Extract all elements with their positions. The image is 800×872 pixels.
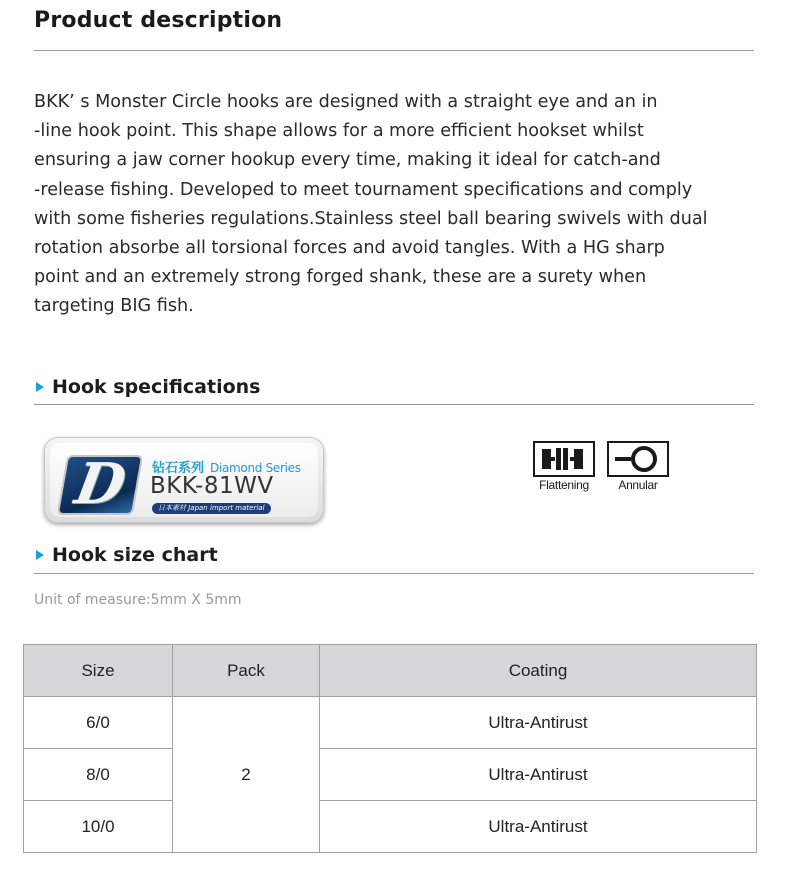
logo-letter: D	[70, 451, 131, 517]
description-line: with some fisheries regulations.Stainless steel ball bearing swivels with dual	[34, 208, 708, 229]
feature-label: Flattening	[539, 478, 589, 492]
page-title: Product description	[34, 8, 283, 33]
cell-size: 10/0	[24, 801, 173, 853]
product-description	[34, 88, 754, 322]
description-line: targeting BIG fish.	[34, 296, 194, 317]
description-line: point and an extremely strong forged shank, these are a surety when	[34, 267, 647, 288]
triangle-bullet-icon	[36, 382, 44, 392]
triangle-bullet-icon	[36, 550, 44, 560]
section-title: Hook specifications	[52, 376, 261, 398]
series-name-cn: 钻石系列	[152, 461, 205, 476]
table-row	[24, 749, 757, 801]
origin-tag: 日本素材 Japan import material	[152, 503, 271, 514]
cell-pack: 2	[173, 697, 320, 853]
cell-coating: Ultra-Antirust	[320, 697, 757, 749]
description-line: -release fishing. Developed to meet tournament specifications and comply	[34, 179, 693, 200]
annular-eye-icon	[607, 441, 669, 477]
feature-flattening	[533, 441, 595, 492]
title-divider	[34, 50, 754, 51]
cell-size: 6/0	[24, 697, 173, 749]
header-coating: Coating	[320, 645, 757, 697]
diamond-series-logo	[59, 451, 141, 517]
cell-coating: Ultra-Antirust	[320, 801, 757, 853]
hook-size-chart-heading	[36, 544, 218, 566]
badge-panel	[50, 443, 318, 517]
header-pack: Pack	[173, 645, 320, 697]
cell-coating: Ultra-Antirust	[320, 749, 757, 801]
table-row	[24, 801, 757, 853]
section-title: Hook size chart	[52, 544, 218, 566]
description-line: ensuring a jaw corner hookup every time, making it ideal for catch-and	[34, 150, 661, 171]
cell-size: 8/0	[24, 749, 173, 801]
description-line: -line hook point. This shape allows for a more efficient hookset whilst	[34, 121, 644, 142]
header-size: Size	[24, 645, 173, 697]
series-name-en: Diamond Series	[210, 461, 301, 475]
flattening-icon	[533, 441, 595, 477]
unit-note: Unit of measure:5mm X 5mm	[34, 592, 242, 608]
table-header-row	[24, 645, 757, 697]
feature-annular	[607, 441, 669, 492]
table-row	[24, 697, 757, 749]
section-divider	[34, 404, 754, 405]
description-line: BKK’ s Monster Circle hooks are designed with a straight eye and an in	[34, 92, 658, 112]
size-chart-table	[23, 644, 757, 853]
series-badge	[44, 437, 324, 523]
description-line: rotation absorbe all torsional forces and avoid tangles. With a HG sharp	[34, 238, 665, 259]
model-number: BKK-81WV	[150, 473, 274, 499]
feature-label: Annular	[618, 478, 658, 492]
hook-specifications-heading	[36, 376, 260, 398]
section-divider	[34, 573, 754, 574]
